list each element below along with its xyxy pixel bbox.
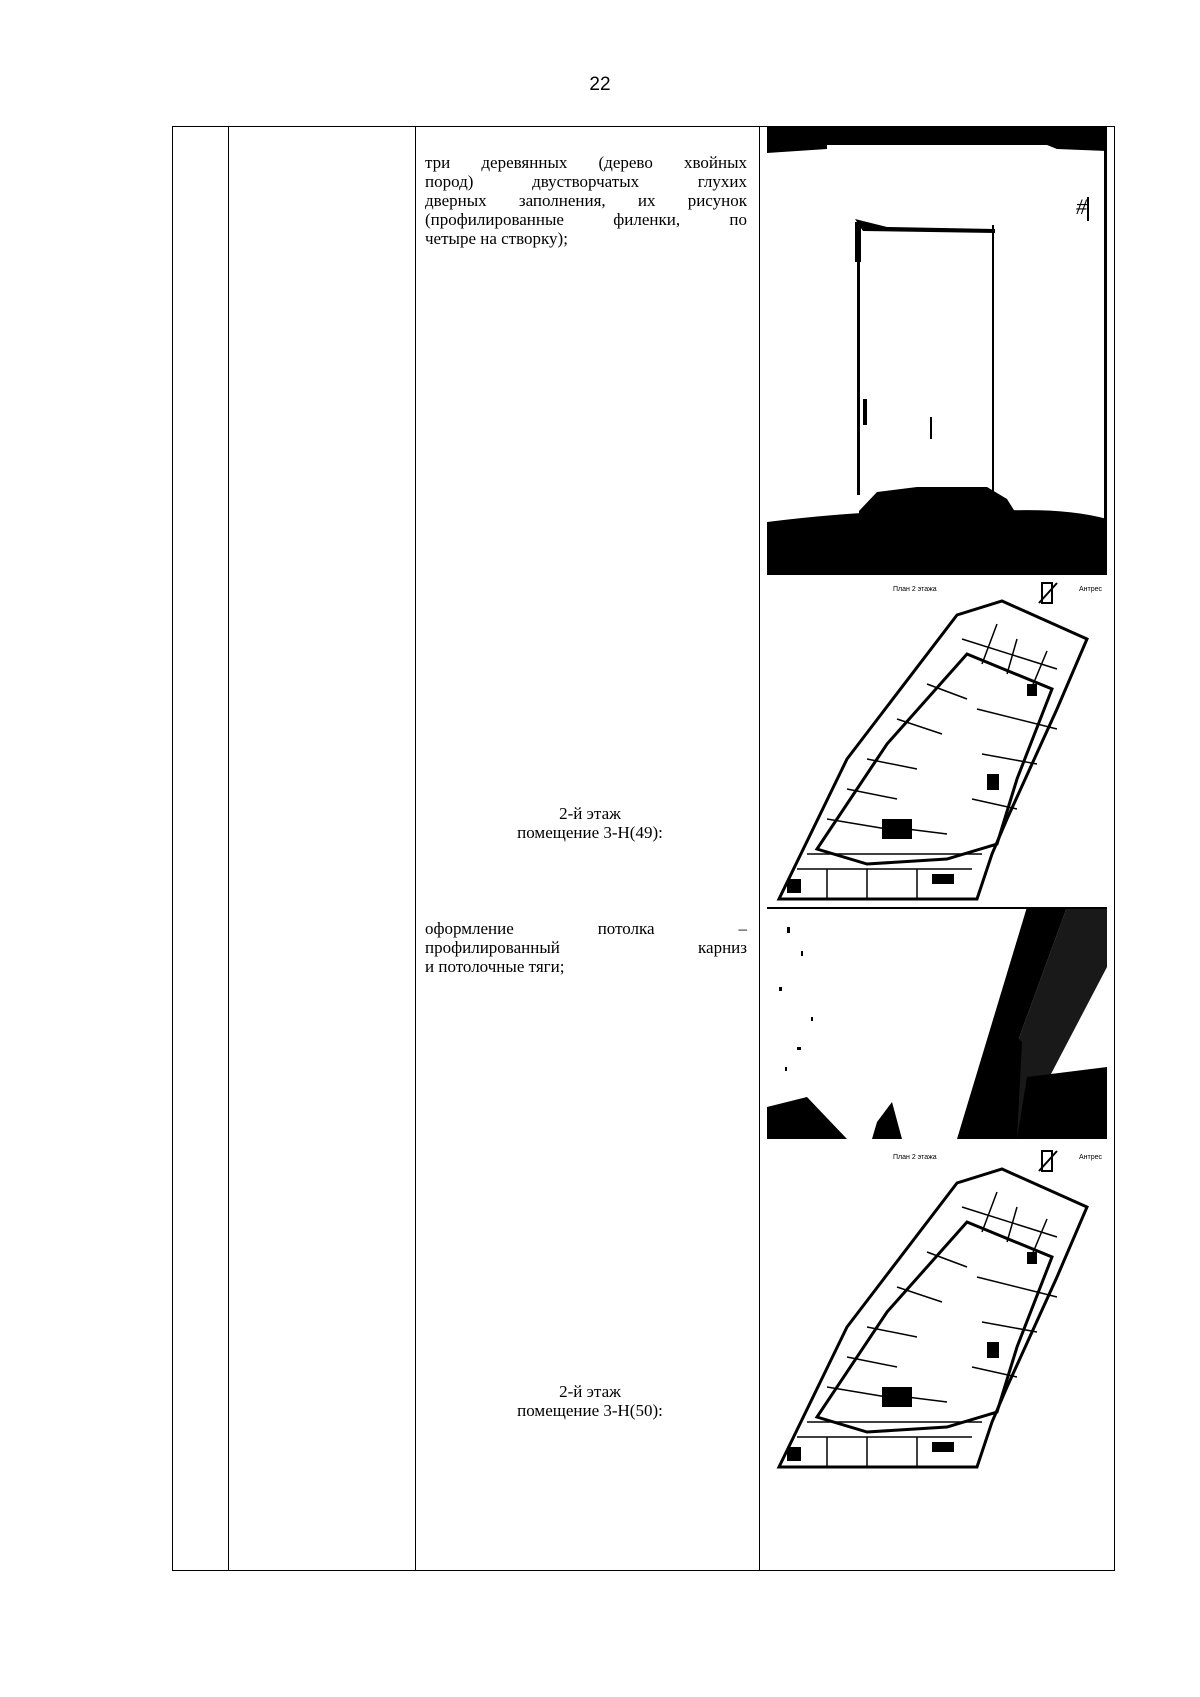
door-photo [767, 127, 1107, 575]
floor-room-label-49 [425, 804, 755, 842]
plan-mezzanine-label: Антрес [1079, 586, 1103, 593]
door-description [425, 153, 747, 248]
floor-room-label-50 [425, 1382, 755, 1420]
text-line: пород) двустворчатых глухих [425, 172, 747, 191]
photo-mark: # [1076, 194, 1087, 219]
text-line: профилированный карниз [425, 938, 747, 957]
room-label: помещение 3-Н(49): [517, 823, 663, 842]
floor-plan-50 [767, 1147, 1107, 1472]
document-table [172, 126, 1115, 1571]
floor-plan-49 [767, 579, 1107, 904]
floor-label: 2-й этаж [559, 804, 621, 823]
floor-label: 2-й этаж [559, 1382, 621, 1401]
plan-title: План 2 этажа [893, 1154, 937, 1161]
text-line: четыре на створку); [425, 229, 568, 248]
column-divider [415, 127, 416, 1570]
ceiling-description [425, 919, 747, 976]
plan-mezzanine-label: Антрес [1079, 1154, 1103, 1161]
text-line: оформление потолка – [425, 919, 747, 938]
column-divider [759, 127, 760, 1570]
column-divider [228, 127, 229, 1570]
text-line: дверных заполнения, их рисунок [425, 191, 747, 210]
page-number: 22 [589, 74, 611, 95]
text-line: три деревянных (дерево хвойных [425, 153, 747, 172]
text-line: (профилированные филенки, по [425, 210, 747, 229]
plan-title: План 2 этажа [893, 586, 937, 593]
text-line: и потолочные тяги; [425, 957, 565, 976]
ceiling-photo [767, 907, 1107, 1139]
room-label: помещение 3-Н(50): [517, 1401, 663, 1420]
